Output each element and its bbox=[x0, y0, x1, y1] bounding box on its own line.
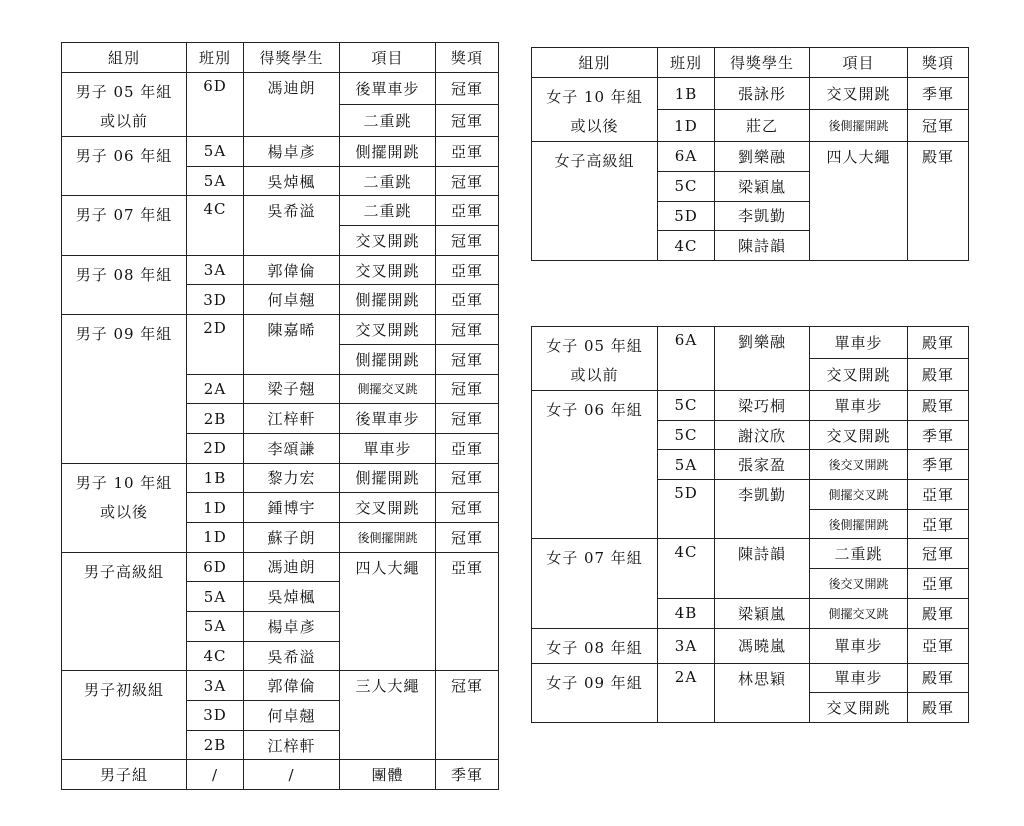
class-cell: 5A bbox=[187, 582, 244, 612]
student-cell: 莊乙 bbox=[715, 110, 810, 142]
award-cell: 亞軍 bbox=[908, 628, 969, 663]
student-cell: 吳希溢 bbox=[244, 641, 340, 671]
group-label: 女子 05 年組 bbox=[546, 337, 643, 355]
award-cell: 亞軍 bbox=[436, 255, 499, 285]
award-cell: 亞軍 bbox=[436, 137, 499, 167]
student-cell: 張詠彤 bbox=[715, 78, 810, 110]
table-row bbox=[62, 137, 499, 167]
event-cell: 二重跳 bbox=[340, 105, 436, 137]
header-student: 得獎學生 bbox=[715, 48, 810, 78]
table-header-row bbox=[62, 43, 499, 73]
group-cell: 男子 08 年組 bbox=[62, 255, 187, 314]
student-cell: 林思穎 bbox=[715, 663, 810, 722]
student-cell: 陳詩韻 bbox=[715, 539, 810, 598]
event-cell: 二重跳 bbox=[340, 166, 436, 196]
award-cell: 季軍 bbox=[908, 450, 969, 480]
class-cell: 3A bbox=[187, 255, 244, 285]
award-cell: 殿軍 bbox=[908, 598, 969, 628]
group-label: 或以後 bbox=[570, 117, 619, 135]
student-cell: 馮迪朗 bbox=[244, 73, 340, 137]
student-cell: 李凱勤 bbox=[715, 480, 810, 539]
class-cell: 2D bbox=[187, 433, 244, 463]
event-cell: 單車步 bbox=[810, 391, 908, 421]
group-cell bbox=[62, 73, 187, 137]
event-cell: 單車步 bbox=[810, 663, 908, 693]
award-cell: 冠軍 bbox=[436, 105, 499, 137]
student-cell: 陳詩韻 bbox=[715, 231, 810, 261]
group-cell: 男子組 bbox=[62, 760, 187, 790]
header-award: 獎項 bbox=[436, 43, 499, 73]
table-row bbox=[62, 315, 499, 345]
event-cell: 交叉開跳 bbox=[810, 693, 908, 723]
award-cell: 季軍 bbox=[436, 760, 499, 790]
student-cell: 梁穎嵐 bbox=[715, 171, 810, 201]
event-cell: 交叉開跳 bbox=[340, 315, 436, 345]
student-cell: 鍾博宇 bbox=[244, 493, 340, 523]
table-row bbox=[532, 539, 969, 569]
event-cell: 側擺交叉跳 bbox=[810, 598, 908, 628]
header-class: 班別 bbox=[658, 48, 715, 78]
class-cell: 6A bbox=[658, 142, 715, 172]
table-row bbox=[62, 463, 499, 493]
event-cell: 後側擺開跳 bbox=[340, 522, 436, 552]
student-cell: 江梓軒 bbox=[244, 730, 340, 760]
student-cell: 梁子翹 bbox=[244, 374, 340, 404]
event-cell: 交叉開跳 bbox=[810, 359, 908, 391]
student-cell: 楊卓彥 bbox=[244, 612, 340, 642]
group-label: 或以前 bbox=[570, 366, 619, 384]
class-cell: 1D bbox=[187, 522, 244, 552]
class-cell: 4C bbox=[187, 196, 244, 255]
student-cell: 張家盈 bbox=[715, 450, 810, 480]
event-cell: 後側擺開跳 bbox=[810, 110, 908, 142]
award-cell: 冠軍 bbox=[436, 671, 499, 760]
award-cell: 冠軍 bbox=[436, 73, 499, 105]
group-label: 男子 10 年組 bbox=[75, 473, 173, 492]
table-row bbox=[532, 327, 969, 359]
group-label: 男子 05 年組 bbox=[75, 83, 173, 101]
award-cell: 亞軍 bbox=[908, 480, 969, 510]
class-cell: 4C bbox=[658, 539, 715, 598]
event-cell: 三人大繩 bbox=[340, 671, 436, 760]
class-cell: 5C bbox=[658, 171, 715, 201]
event-cell: 側擺開跳 bbox=[340, 344, 436, 374]
group-cell: 女子 07 年組 bbox=[532, 539, 658, 628]
boys-awards-table bbox=[61, 42, 499, 790]
class-cell: 3A bbox=[187, 671, 244, 701]
event-cell: 單車步 bbox=[810, 327, 908, 359]
student-cell: / bbox=[244, 760, 340, 790]
student-cell: 馮迪朗 bbox=[244, 552, 340, 582]
event-cell: 側擺開跳 bbox=[340, 285, 436, 315]
class-cell: 3D bbox=[187, 701, 244, 731]
group-label: 女子 10 年組 bbox=[546, 88, 643, 106]
event-cell: 團體 bbox=[340, 760, 436, 790]
student-cell: 吳焯楓 bbox=[244, 166, 340, 196]
award-cell: 亞軍 bbox=[436, 433, 499, 463]
class-cell: 1D bbox=[658, 110, 715, 142]
group-cell bbox=[532, 327, 658, 391]
award-cell: 季軍 bbox=[908, 420, 969, 450]
class-cell: 2B bbox=[187, 404, 244, 434]
event-cell: 側擺交叉跳 bbox=[810, 480, 908, 510]
table-row bbox=[62, 73, 499, 105]
group-label: 或以後 bbox=[99, 502, 148, 521]
award-cell: 亞軍 bbox=[436, 196, 499, 226]
event-cell: 單車步 bbox=[810, 628, 908, 663]
class-cell: 5A bbox=[187, 137, 244, 167]
class-cell: 4C bbox=[658, 231, 715, 261]
event-cell: 四人大繩 bbox=[810, 142, 908, 261]
header-group: 組別 bbox=[532, 48, 658, 78]
event-cell: 交叉開跳 bbox=[340, 493, 436, 523]
table-row bbox=[532, 391, 969, 421]
award-cell: 冠軍 bbox=[436, 226, 499, 256]
award-cell: 殿軍 bbox=[908, 663, 969, 693]
student-cell: 劉樂融 bbox=[715, 327, 810, 391]
award-cell: 殿軍 bbox=[908, 391, 969, 421]
header-group: 組別 bbox=[62, 43, 187, 73]
student-cell: 何卓翹 bbox=[244, 285, 340, 315]
class-cell: 6D bbox=[187, 552, 244, 582]
award-cell: 冠軍 bbox=[436, 404, 499, 434]
student-cell: 郭偉倫 bbox=[244, 671, 340, 701]
student-cell: 郭偉倫 bbox=[244, 255, 340, 285]
class-cell: 5C bbox=[658, 420, 715, 450]
event-cell: 後單車步 bbox=[340, 73, 436, 105]
award-cell: 亞軍 bbox=[436, 285, 499, 315]
class-cell: 2D bbox=[187, 315, 244, 374]
class-cell: 1D bbox=[187, 493, 244, 523]
event-cell: 二重跳 bbox=[340, 196, 436, 226]
girls-awards-table-bottom bbox=[531, 326, 969, 723]
table-row bbox=[532, 628, 969, 663]
group-cell: 女子高級組 bbox=[532, 142, 658, 261]
group-cell: 男子高級組 bbox=[62, 552, 187, 671]
event-cell: 側擺開跳 bbox=[340, 463, 436, 493]
award-cell: 冠軍 bbox=[436, 463, 499, 493]
award-cell: 冠軍 bbox=[436, 493, 499, 523]
header-class: 班別 bbox=[187, 43, 244, 73]
award-cell: 殿軍 bbox=[908, 327, 969, 359]
student-cell: 江梓軒 bbox=[244, 404, 340, 434]
student-cell: 蘇子朗 bbox=[244, 522, 340, 552]
student-cell: 楊卓彥 bbox=[244, 137, 340, 167]
header-student: 得獎學生 bbox=[244, 43, 340, 73]
award-cell: 亞軍 bbox=[908, 569, 969, 599]
award-cell: 季軍 bbox=[908, 78, 969, 110]
group-cell: 男子 09 年組 bbox=[62, 315, 187, 463]
award-cell: 冠軍 bbox=[908, 110, 969, 142]
table-row bbox=[62, 671, 499, 701]
award-cell: 冠軍 bbox=[436, 166, 499, 196]
event-cell: 後側擺開跳 bbox=[810, 509, 908, 539]
table-row bbox=[62, 196, 499, 226]
student-cell: 梁穎嵐 bbox=[715, 598, 810, 628]
event-cell: 交叉開跳 bbox=[810, 78, 908, 110]
award-cell: 冠軍 bbox=[436, 522, 499, 552]
event-cell: 側擺開跳 bbox=[340, 137, 436, 167]
student-cell: 吳焯楓 bbox=[244, 582, 340, 612]
table-row bbox=[62, 552, 499, 582]
award-cell: 殿軍 bbox=[908, 359, 969, 391]
group-cell: 女子 09 年組 bbox=[532, 663, 658, 722]
class-cell: 1B bbox=[658, 78, 715, 110]
header-event: 項目 bbox=[810, 48, 908, 78]
group-cell bbox=[532, 78, 658, 142]
group-cell: 男子初級組 bbox=[62, 671, 187, 760]
student-cell: 馮曉嵐 bbox=[715, 628, 810, 663]
student-cell: 陳嘉晞 bbox=[244, 315, 340, 374]
table-row bbox=[62, 760, 499, 790]
group-cell bbox=[62, 463, 187, 552]
class-cell: 2A bbox=[187, 374, 244, 404]
award-cell: 亞軍 bbox=[908, 509, 969, 539]
class-cell: 1B bbox=[187, 463, 244, 493]
class-cell: 5A bbox=[187, 612, 244, 642]
table-header-row bbox=[532, 48, 969, 78]
table-row bbox=[62, 255, 499, 285]
class-cell: 3D bbox=[187, 285, 244, 315]
event-cell: 交叉開跳 bbox=[340, 226, 436, 256]
student-cell: 黎力宏 bbox=[244, 463, 340, 493]
event-cell: 單車步 bbox=[340, 433, 436, 463]
table-row bbox=[532, 663, 969, 693]
award-cell: 冠軍 bbox=[436, 374, 499, 404]
student-cell: 梁巧桐 bbox=[715, 391, 810, 421]
class-cell: 3A bbox=[658, 628, 715, 663]
student-cell: 謝汶欣 bbox=[715, 420, 810, 450]
table-row bbox=[532, 78, 969, 110]
class-cell: 2B bbox=[187, 730, 244, 760]
header-award: 獎項 bbox=[908, 48, 969, 78]
student-cell: 李凱勤 bbox=[715, 201, 810, 231]
class-cell: 5A bbox=[658, 450, 715, 480]
group-cell: 女子 06 年組 bbox=[532, 391, 658, 539]
class-cell: 4B bbox=[658, 598, 715, 628]
event-cell: 後交叉開跳 bbox=[810, 569, 908, 599]
class-cell: 5A bbox=[187, 166, 244, 196]
class-cell: 2A bbox=[658, 663, 715, 722]
award-cell: 殿軍 bbox=[908, 693, 969, 723]
class-cell: 6D bbox=[187, 73, 244, 137]
event-cell: 側擺交叉跳 bbox=[340, 374, 436, 404]
award-cell: 冠軍 bbox=[436, 344, 499, 374]
class-cell: 5C bbox=[658, 391, 715, 421]
class-cell: / bbox=[187, 760, 244, 790]
class-cell: 4C bbox=[187, 641, 244, 671]
group-cell: 女子 08 年組 bbox=[532, 628, 658, 663]
group-cell: 男子 07 年組 bbox=[62, 196, 187, 255]
student-cell: 吳希溢 bbox=[244, 196, 340, 255]
class-cell: 5D bbox=[658, 480, 715, 539]
group-cell: 男子 06 年組 bbox=[62, 137, 187, 196]
award-cell: 冠軍 bbox=[908, 539, 969, 569]
group-label: 或以前 bbox=[99, 112, 148, 130]
student-cell: 何卓翹 bbox=[244, 701, 340, 731]
class-cell: 5D bbox=[658, 201, 715, 231]
award-cell: 冠軍 bbox=[436, 315, 499, 345]
student-cell: 劉樂融 bbox=[715, 142, 810, 172]
event-cell: 交叉開跳 bbox=[340, 255, 436, 285]
event-cell: 交叉開跳 bbox=[810, 420, 908, 450]
event-cell: 四人大繩 bbox=[340, 552, 436, 671]
student-cell: 李頌謙 bbox=[244, 433, 340, 463]
event-cell: 後單車步 bbox=[340, 404, 436, 434]
table-row bbox=[532, 142, 969, 172]
header-event: 項目 bbox=[340, 43, 436, 73]
award-cell: 亞軍 bbox=[436, 552, 499, 671]
girls-awards-table-top bbox=[531, 47, 969, 261]
event-cell: 後交叉開跳 bbox=[810, 450, 908, 480]
event-cell: 二重跳 bbox=[810, 539, 908, 569]
class-cell: 6A bbox=[658, 327, 715, 391]
award-cell: 殿軍 bbox=[908, 142, 969, 261]
